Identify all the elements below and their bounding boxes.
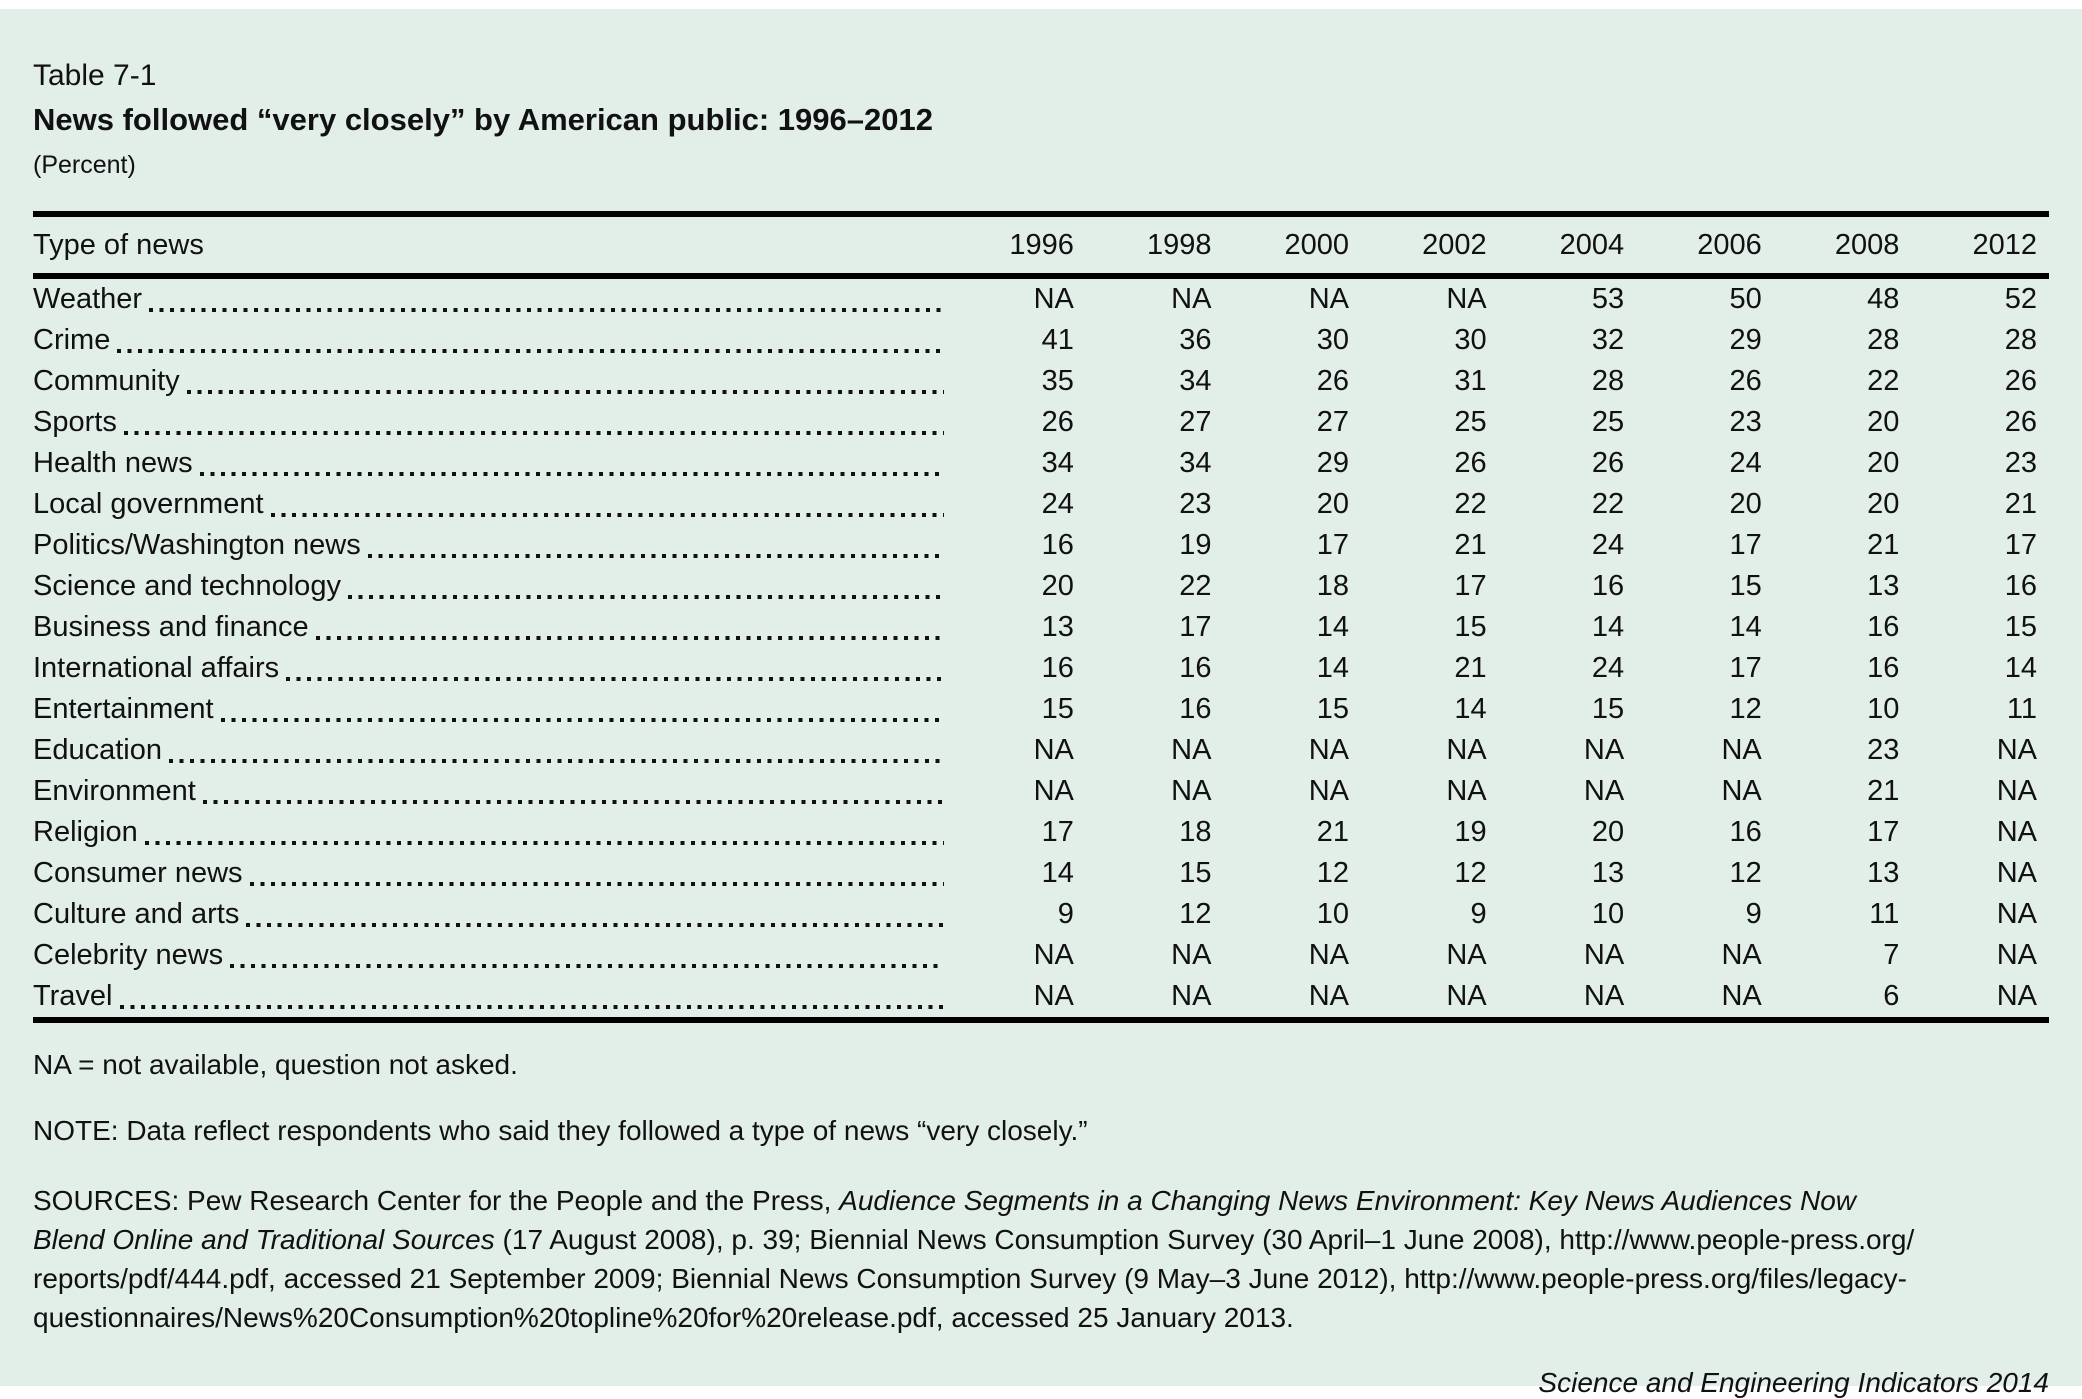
value-cell: 26	[1591, 447, 1625, 479]
table-row	[33, 402, 2049, 443]
row-label-cell	[33, 320, 948, 361]
row-label: Health news	[33, 447, 193, 479]
value-cell: 7	[1883, 939, 1900, 971]
value-cell: 16	[1867, 611, 1900, 643]
value-cell: NA	[1583, 734, 1625, 766]
value-cell: 23	[1867, 734, 1900, 766]
value-cell: 32	[1591, 324, 1625, 356]
report-page	[0, 9, 2082, 1398]
row-label-cell	[33, 443, 948, 484]
value-cell: 26	[1041, 406, 1074, 438]
value-cell: NA	[1996, 857, 2037, 889]
value-cell: 50	[1729, 283, 1762, 315]
value-cell: 34	[1041, 447, 1074, 479]
source-text-segment: questionnaires/News%20Consumption%20topline%20for%20release.pdf, accessed 25 January 2013.	[33, 1302, 1294, 1333]
dotted-leader	[316, 636, 945, 640]
table-row	[33, 648, 2049, 689]
value-cell: 14	[1591, 611, 1625, 643]
value-cell: 14	[1454, 693, 1487, 725]
attribution: Science and Engineering Indicators 2014	[1538, 1367, 2049, 1398]
value-cell: 12	[1729, 693, 1762, 725]
value-cell: 30	[1454, 324, 1487, 356]
value-cell: 16	[1179, 693, 1212, 725]
row-label-cell	[33, 976, 948, 1020]
value-cell: 15	[1454, 611, 1487, 643]
value-cell: 14	[1316, 652, 1350, 684]
row-label: Community	[33, 365, 180, 397]
value-cell: NA	[1996, 734, 2037, 766]
value-cell: 20	[1867, 447, 1900, 479]
value-cell: NA	[1583, 775, 1625, 807]
value-cell: NA	[1996, 775, 2037, 807]
value-cell: 26	[2004, 365, 2037, 397]
row-label: Sports	[33, 406, 117, 438]
value-cell: 17	[1454, 570, 1487, 602]
value-cell: NA	[1583, 980, 1625, 1012]
value-cell: 14	[1041, 857, 1074, 889]
value-cell: NA	[1308, 734, 1350, 766]
source-title-segment: Blend Online and Traditional Sources	[33, 1224, 495, 1255]
row-label-cell	[33, 689, 948, 730]
source-line	[33, 1181, 2049, 1220]
value-cell: NA	[1583, 939, 1625, 971]
value-cell: 21	[1454, 529, 1487, 561]
table-row	[33, 935, 2049, 976]
value-cell: 19	[1454, 816, 1487, 848]
source-text-segment: SOURCES: Pew Research Center for the People and the Press,	[33, 1185, 840, 1216]
value-cell: 14	[1729, 611, 1762, 643]
row-label-cell	[33, 853, 948, 894]
value-cell: 15	[1729, 570, 1762, 602]
value-cell: NA	[1033, 283, 1074, 315]
value-cell: NA	[1171, 980, 1212, 1012]
dotted-leader	[230, 964, 944, 968]
row-label-cell	[33, 402, 948, 443]
table-body	[33, 276, 2049, 1020]
table-row	[33, 525, 2049, 566]
table-header	[33, 214, 2049, 276]
value-cell: 18	[1179, 816, 1212, 848]
dotted-leader	[124, 431, 944, 435]
column-header-year: 2006	[1697, 228, 1762, 261]
value-cell: 6	[1883, 980, 1900, 1012]
dotted-leader	[250, 882, 945, 886]
dotted-leader	[187, 390, 945, 394]
source-line	[33, 1298, 2049, 1337]
dotted-leader	[145, 841, 945, 845]
value-cell: 10	[1867, 693, 1900, 725]
table-row	[33, 361, 2049, 402]
value-cell: 21	[1316, 816, 1350, 848]
value-cell: NA	[1721, 980, 1762, 1012]
row-label: Environment	[33, 775, 196, 807]
value-cell: 27	[1316, 406, 1350, 438]
table-row	[33, 730, 2049, 771]
value-cell: NA	[1171, 734, 1212, 766]
row-label: Weather	[33, 283, 143, 315]
value-cell: 22	[1179, 570, 1212, 602]
row-label-cell	[33, 771, 948, 812]
row-label-cell	[33, 484, 948, 525]
table-number: Table 7-1	[33, 59, 157, 92]
value-cell: 34	[1179, 365, 1212, 397]
row-label-cell	[33, 525, 948, 566]
value-cell: NA	[1721, 775, 1762, 807]
row-label: Education	[33, 734, 162, 766]
value-cell: 17	[1867, 816, 1900, 848]
row-label-cell	[33, 276, 948, 320]
column-header-year: 2004	[1559, 228, 1625, 261]
value-cell: 9	[1745, 898, 1762, 930]
value-cell: 22	[1454, 488, 1487, 520]
row-label-cell	[33, 566, 948, 607]
value-cell: NA	[1996, 898, 2037, 930]
row-label: Culture and arts	[33, 898, 240, 930]
value-cell: NA	[1308, 775, 1350, 807]
value-cell: 12	[1316, 857, 1350, 889]
news-table	[33, 211, 2049, 1023]
value-cell: 12	[1729, 857, 1762, 889]
value-cell: NA	[1308, 939, 1350, 971]
value-cell: 24	[1041, 488, 1074, 520]
value-cell: 20	[1867, 488, 1900, 520]
dotted-leader	[200, 472, 945, 476]
value-cell: 17	[1729, 652, 1762, 684]
table-row	[33, 812, 2049, 853]
dotted-leader	[221, 718, 945, 722]
value-cell: 17	[1316, 529, 1350, 561]
value-cell: 27	[1179, 406, 1212, 438]
value-cell: NA	[1033, 734, 1074, 766]
column-header-year: 2012	[1972, 228, 2037, 261]
value-cell: 19	[1179, 529, 1212, 561]
value-cell: 10	[1591, 898, 1625, 930]
value-cell: NA	[1033, 980, 1074, 1012]
row-label: Science and technology	[33, 570, 341, 602]
value-cell: NA	[1446, 939, 1487, 971]
value-cell: 22	[1591, 488, 1625, 520]
sources	[33, 1181, 2049, 1337]
value-cell: NA	[1446, 734, 1487, 766]
value-cell: 26	[1316, 365, 1350, 397]
value-cell: 20	[1729, 488, 1762, 520]
table-row	[33, 566, 2049, 607]
value-cell: 30	[1316, 324, 1350, 356]
value-cell: 21	[1867, 529, 1900, 561]
value-cell: 28	[2004, 324, 2037, 356]
value-cell: 21	[1454, 652, 1487, 684]
value-cell: 17	[1041, 816, 1074, 848]
value-cell: 20	[1591, 816, 1625, 848]
value-cell: 22	[1867, 365, 1900, 397]
dotted-leader	[286, 677, 944, 681]
value-cell: 16	[1041, 529, 1074, 561]
value-cell: 17	[1179, 611, 1212, 643]
value-cell: NA	[1996, 980, 2037, 1012]
value-cell: 15	[1591, 693, 1625, 725]
value-cell: 31	[1454, 365, 1487, 397]
value-cell: NA	[1996, 816, 2037, 848]
column-header-year: 1998	[1146, 228, 1212, 261]
value-cell: 26	[2004, 406, 2037, 438]
value-cell: 16	[1591, 570, 1625, 602]
row-label: Politics/Washington news	[33, 529, 361, 561]
value-cell: 12	[1179, 898, 1212, 930]
row-label: International affairs	[33, 652, 280, 684]
value-cell: 36	[1179, 324, 1212, 356]
value-cell: 15	[1179, 857, 1212, 889]
value-cell: 12	[1454, 857, 1487, 889]
value-cell: 14	[2004, 652, 2037, 684]
column-header-type: Type of news	[33, 228, 204, 261]
value-cell: 17	[1729, 529, 1762, 561]
value-cell: 11	[1869, 898, 1900, 930]
dotted-leader	[149, 308, 944, 312]
value-cell: NA	[1446, 283, 1487, 315]
value-cell: 52	[2004, 283, 2037, 315]
value-cell: 41	[1041, 324, 1074, 356]
value-cell: 23	[2004, 447, 2037, 479]
value-cell: 10	[1316, 898, 1350, 930]
row-label-cell	[33, 812, 948, 853]
dotted-leader	[117, 349, 944, 353]
value-cell: 9	[1470, 898, 1487, 930]
value-cell: 24	[1591, 529, 1625, 561]
value-cell: 20	[1867, 406, 1900, 438]
table-row	[33, 853, 2049, 894]
value-cell: NA	[1446, 980, 1487, 1012]
value-cell: 23	[1179, 488, 1212, 520]
value-cell: 16	[1867, 652, 1900, 684]
value-cell: NA	[1171, 939, 1212, 971]
row-label: Religion	[33, 816, 138, 848]
dotted-leader	[246, 923, 944, 927]
row-label-cell	[33, 361, 948, 402]
value-cell: NA	[1721, 939, 1762, 971]
value-cell: 16	[2004, 570, 2037, 602]
value-cell: 23	[1729, 406, 1762, 438]
column-header-year: 2002	[1422, 228, 1487, 261]
row-label-cell	[33, 894, 948, 935]
source-text-segment: reports/pdf/444.pdf, accessed 21 September 2009; Biennial News Consumption Survey (9 May–3 June 2012), http://www.people-press.org/files/legacy-	[33, 1263, 1907, 1294]
row-label: Consumer news	[33, 857, 243, 889]
table-row	[33, 689, 2049, 730]
value-cell: NA	[1308, 980, 1350, 1012]
value-cell: 21	[2004, 488, 2037, 520]
row-label-cell	[33, 648, 948, 689]
table-row	[33, 484, 2049, 525]
value-cell: 17	[2004, 529, 2037, 561]
source-title-segment: Audience Segments in a Changing News Environment: Key News Audiences Now	[839, 1185, 1857, 1216]
row-label-cell	[33, 935, 948, 976]
value-cell: 28	[1867, 324, 1900, 356]
table-row	[33, 443, 2049, 484]
source-line	[33, 1259, 2049, 1298]
row-label-cell	[33, 730, 948, 771]
table-row	[33, 607, 2049, 648]
value-cell: 9	[1057, 898, 1074, 930]
header-row	[33, 214, 2049, 276]
column-header-year: 2008	[1834, 228, 1900, 261]
value-cell: 26	[1729, 365, 1762, 397]
value-cell: 13	[1867, 570, 1900, 602]
value-cell: 28	[1591, 365, 1625, 397]
table-title: News followed “very closely” by American public: 1996–2012	[33, 102, 933, 137]
value-cell: 34	[1179, 447, 1212, 479]
table-row	[33, 771, 2049, 812]
dotted-leader	[169, 759, 944, 763]
column-header-year: 2000	[1284, 228, 1350, 261]
note-footnote: NOTE: Data reflect respondents who said they followed a type of news “very closely.”	[33, 1115, 1088, 1146]
dotted-leader	[271, 513, 945, 517]
value-cell: 35	[1041, 365, 1074, 397]
value-cell: NA	[1033, 939, 1074, 971]
row-label: Travel	[33, 980, 113, 1012]
value-cell: 48	[1867, 283, 1900, 315]
value-cell: 53	[1591, 283, 1625, 315]
value-cell: 16	[1729, 816, 1762, 848]
table-row	[33, 976, 2049, 1020]
value-cell: 25	[1454, 406, 1487, 438]
value-cell: NA	[1033, 775, 1074, 807]
value-cell: 21	[1867, 775, 1900, 807]
value-cell: 13	[1867, 857, 1900, 889]
row-label: Celebrity news	[33, 939, 224, 971]
value-cell: 29	[1316, 447, 1350, 479]
value-cell: 20	[1041, 570, 1074, 602]
table-subtitle: (Percent)	[33, 151, 136, 179]
row-label: Entertainment	[33, 693, 214, 725]
dotted-leader	[368, 554, 945, 558]
dotted-leader	[203, 800, 944, 804]
value-cell: 25	[1591, 406, 1625, 438]
row-label: Business and finance	[33, 611, 309, 643]
value-cell: NA	[1446, 775, 1487, 807]
value-cell: 18	[1316, 570, 1350, 602]
column-header-year: 1996	[1009, 228, 1074, 261]
value-cell: 11	[2006, 693, 2037, 725]
table-row	[33, 320, 2049, 361]
value-cell: 16	[1179, 652, 1212, 684]
value-cell: NA	[1308, 283, 1350, 315]
value-cell: 13	[1041, 611, 1074, 643]
value-cell: 15	[2004, 611, 2037, 643]
value-cell: NA	[1171, 775, 1212, 807]
row-label: Local government	[33, 488, 264, 520]
dotted-leader	[120, 1005, 945, 1009]
value-cell: 13	[1591, 857, 1625, 889]
table-row	[33, 276, 2049, 320]
value-cell: NA	[1171, 283, 1212, 315]
value-cell: 29	[1729, 324, 1762, 356]
value-cell: 14	[1316, 611, 1350, 643]
source-line	[33, 1220, 2049, 1259]
value-cell: 15	[1041, 693, 1074, 725]
value-cell: 16	[1041, 652, 1074, 684]
row-label-cell	[33, 607, 948, 648]
value-cell: 24	[1729, 447, 1762, 479]
row-label: Crime	[33, 324, 111, 356]
dotted-leader	[348, 595, 944, 599]
value-cell: 26	[1454, 447, 1487, 479]
value-cell: 15	[1316, 693, 1350, 725]
source-text-segment: (17 August 2008), p. 39; Biennial News Consumption Survey (30 April–1 June 2008), http://www.people-press.org/	[494, 1224, 1915, 1255]
na-footnote: NA = not available, question not asked.	[33, 1049, 518, 1080]
value-cell: 24	[1591, 652, 1625, 684]
value-cell: 20	[1316, 488, 1350, 520]
table-row	[33, 894, 2049, 935]
value-cell: NA	[1721, 734, 1762, 766]
value-cell: NA	[1996, 939, 2037, 971]
